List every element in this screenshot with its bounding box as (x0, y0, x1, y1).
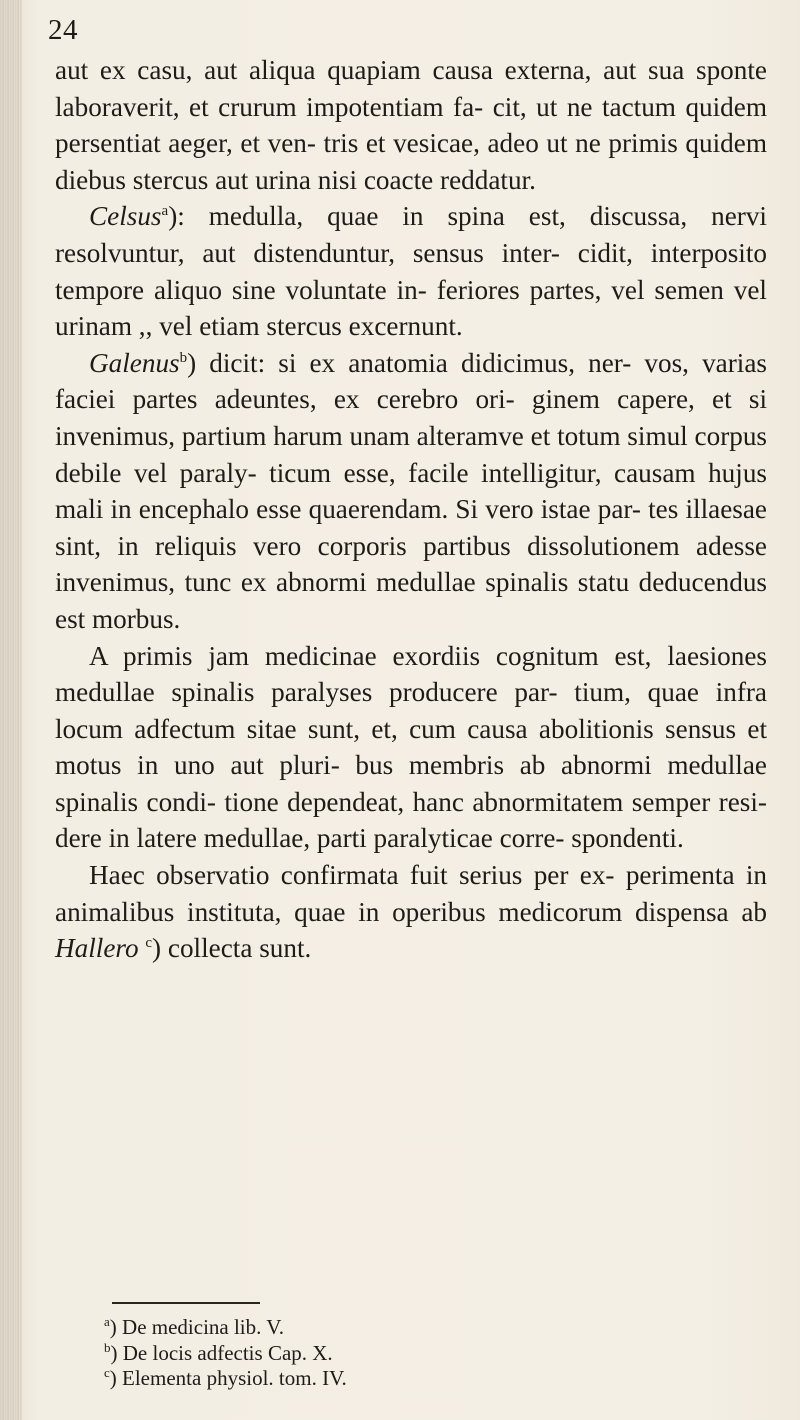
text-run: ): medulla, quae in spina est, discussa, nervi resolvuntur, aut distenduntur, sensus inter- cidit, interposito tempore aliquo sine voluntate in- feriores partes, vel semen vel urinam ,, vel etiam stercus excernunt. (55, 201, 767, 342)
footnote-text: ) De locis adfectis Cap. X. (110, 1340, 333, 1365)
body-text (55, 52, 767, 967)
text-run: A primis jam medicinae exordiis cognitum est, laesiones medullae spinalis paralyses producere par- tium, quae infra locum adfectum sitae sunt, et, cum causa abolitionis sensus et motus in uno aut pluri- bus membris ab abnormi medullae spinalis condi- tione dependeat, hanc abnormitatem semper resi- dere in latere medullae, parti paralyticae corre- spondenti. (55, 640, 767, 854)
footnote-mark: b (104, 1339, 111, 1355)
text-run: ) collecta sunt. (152, 933, 312, 964)
footnote (104, 1366, 347, 1392)
footnote-text: ) De medicina lib. V. (109, 1315, 284, 1339)
footnote-mark: a (104, 1314, 110, 1329)
author-name: Celsus (89, 201, 162, 232)
footnotes (104, 1315, 347, 1392)
text-run: ) dicit: si ex anatomia didicimus, ner- vos, varias faciei partes adeuntes, ex cerebro ori- ginem capere, et si invenimus, partium harum unam alteramve et totum simul corpus debile vel paraly- ticum esse, facile intelligitur, causam hujus mali in encephalo esse quaerendam. Si vero istae par- tes illaesae sint, in reliquis vero corporis partibus dissolutionem adesse invenimus, tunc ex abnormi medullae spinalis statu deducendus est morbus. (55, 347, 768, 634)
footnote-mark: c (104, 1365, 110, 1380)
author-name: Hallero (55, 933, 139, 964)
footnote-rule (112, 1302, 260, 1304)
paragraph (55, 638, 767, 858)
footnote-reference: c (145, 935, 153, 952)
footnote-text: ) Elementa physiol. tom. IV. (109, 1366, 347, 1390)
footnote (104, 1341, 347, 1367)
paragraph (55, 857, 767, 967)
footnote-reference: b (179, 349, 188, 366)
author-name: Galenus (89, 347, 180, 378)
page-number: 24 (48, 14, 78, 46)
text-run: aut ex casu, aut aliqua quapiam causa externa, aut sua sponte laboraverit, et crurum impotentiam fa- cit, ut ne tactum quidem persentiat aeger, et ven- tris et vesicae, adeo ut ne primis quidem diebus stercus aut urina nisi coacte reddatur. (55, 55, 767, 195)
text-run: Haec observatio confirmata fuit serius per ex- perimenta in animalibus instituta, quae in operibus medicorum dispensa ab (55, 860, 767, 927)
footnote-reference: a (161, 203, 169, 220)
footnote (104, 1315, 347, 1341)
page-gutter (0, 0, 22, 1420)
paragraph (55, 198, 767, 344)
paragraph (55, 52, 767, 198)
paragraph (55, 345, 767, 638)
